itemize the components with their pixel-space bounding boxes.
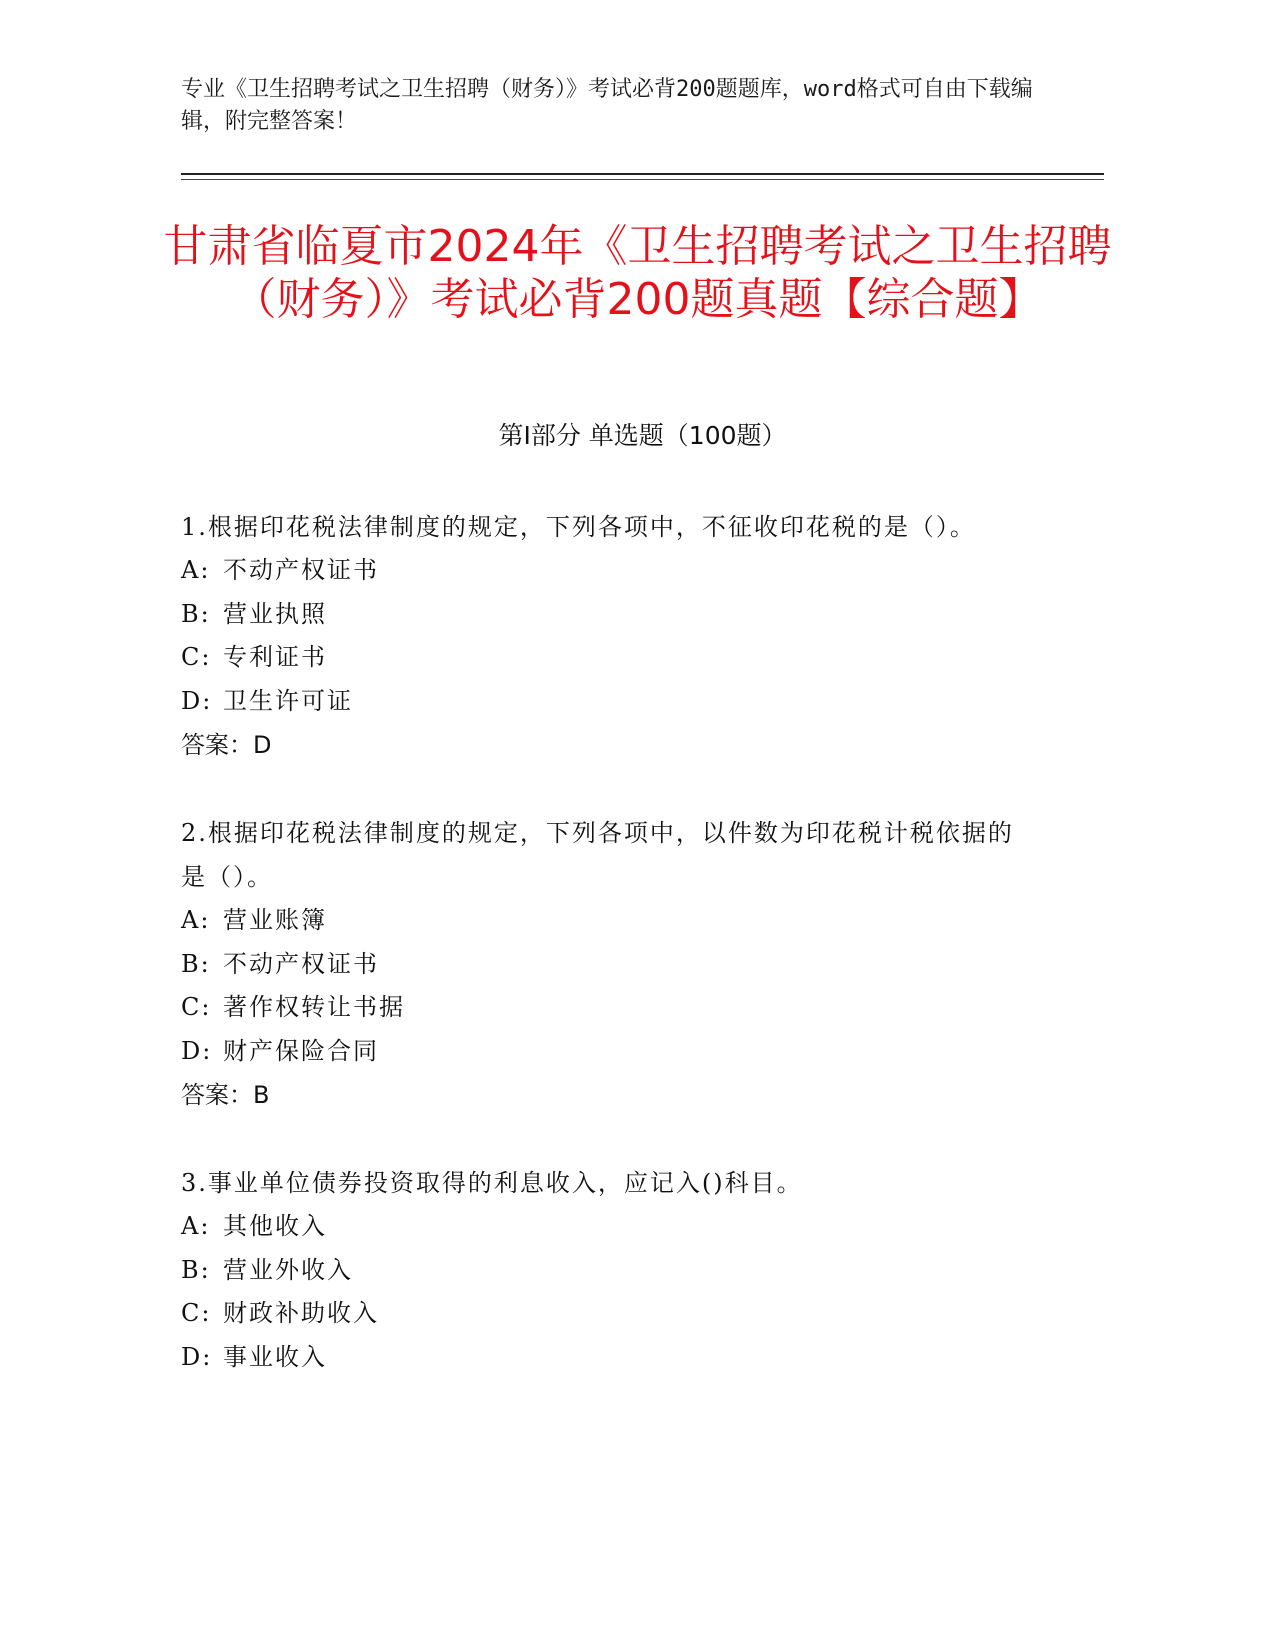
question-stem: 3.事业单位债券投资取得的利息收入，应记入()科目。 — [181, 1169, 803, 1197]
question-list — [181, 505, 1021, 1423]
option-text: 事业收入 — [223, 1342, 327, 1371]
option-a — [181, 899, 1021, 943]
option-text: 营业外收入 — [223, 1255, 353, 1284]
option-d — [181, 680, 1021, 724]
option-c — [181, 1292, 1021, 1336]
answer-line: 答案：D — [181, 731, 272, 759]
question-item — [181, 1161, 1021, 1379]
question-stem: 2.根据印花税法律制度的规定，下列各项中，以件数为印花税计税依据的是（）。 — [181, 819, 1014, 891]
option-text: 营业执照 — [223, 599, 327, 628]
option-b — [181, 1249, 1021, 1293]
option-c — [181, 986, 1021, 1030]
option-text: 财产保险合同 — [223, 1036, 379, 1065]
section-heading: 第I部分 单选题（100题） — [498, 421, 787, 450]
option-key: C: — [181, 643, 212, 671]
option-text: 其他收入 — [223, 1212, 327, 1240]
option-text: 财政补助收入 — [223, 1299, 379, 1327]
option-key: A: — [181, 1212, 211, 1240]
option-text: 卫生许可证 — [223, 686, 353, 715]
option-text: 著作权转让书据 — [223, 993, 405, 1021]
option-key: D: — [181, 686, 213, 715]
option-text: 不动产权证书 — [223, 556, 379, 584]
option-text: 不动产权证书 — [223, 949, 379, 978]
option-key: B: — [181, 1255, 211, 1284]
question-stem: 1.根据印花税法律制度的规定，下列各项中，不征收印花税的是（）。 — [181, 513, 976, 541]
option-b — [181, 593, 1021, 637]
question-item — [181, 811, 1021, 1117]
header-divider-thin — [181, 179, 1104, 180]
option-a — [181, 549, 1021, 593]
option-key: B: — [181, 949, 211, 978]
header-note: 专业《卫生招聘考试之卫生招聘（财务）》考试必背200题题库，word格式可自由下载编辑，附完整答案！ — [181, 77, 1033, 134]
option-text: 专利证书 — [223, 643, 327, 671]
option-key: A: — [181, 906, 211, 934]
option-d — [181, 1336, 1021, 1380]
option-key: B: — [181, 599, 211, 628]
answer-line: 答案：B — [181, 1081, 270, 1109]
question-item — [181, 505, 1021, 767]
document-title: 甘肃省临夏市2024年《卫生招聘考试之卫生招聘（财务）》考试必背200题真题【综合题】 — [163, 221, 1112, 325]
option-a — [181, 1205, 1021, 1249]
option-b — [181, 943, 1021, 987]
option-key: C: — [181, 1299, 212, 1327]
option-key: C: — [181, 993, 212, 1021]
option-d — [181, 1030, 1021, 1074]
option-key: A: — [181, 556, 211, 584]
option-c — [181, 636, 1021, 680]
option-text: 营业账簿 — [223, 906, 327, 934]
option-key: D: — [181, 1036, 213, 1065]
header-divider-thick — [181, 173, 1104, 175]
option-key: D: — [181, 1342, 213, 1371]
